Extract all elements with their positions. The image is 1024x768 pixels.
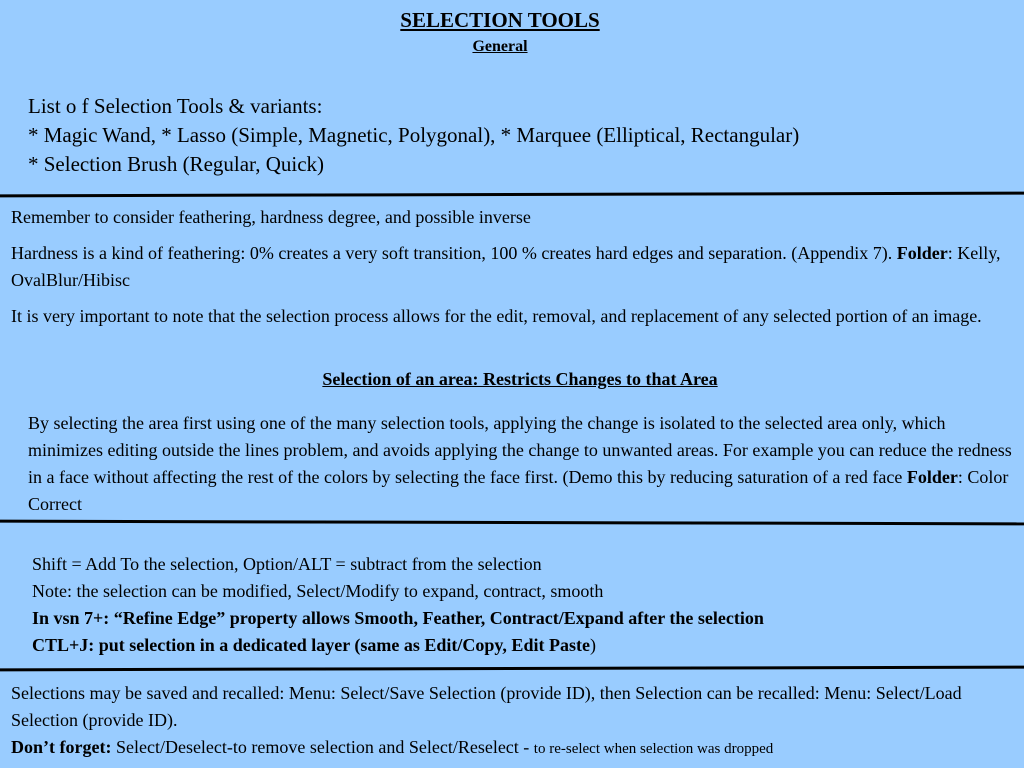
refine-edge-line: In vsn 7+: “Refine Edge” property allows Smooth, Feather, Contract/Expand after the selection [32, 608, 764, 628]
folder-path: : Color Correct [28, 467, 1009, 514]
modifier-notes [32, 551, 1022, 659]
feathering-notes [11, 204, 1011, 339]
folder-label: Folder [906, 467, 958, 487]
section-heading: Selection of an area: Restricts Changes to that Area [322, 369, 718, 389]
ctl-j-line [32, 632, 1022, 659]
divider [0, 192, 1024, 198]
dont-forget-line [11, 734, 1021, 763]
tools-list-line: * Magic Wand, * Lasso (Simple, Magnetic, Polygonal), * Marquee (Elliptical, Rectangular) [28, 123, 800, 147]
hardness-text: Hardness is a kind of feathering: 0% creates a very soft transition, 100 % creates hard edges and separation. (Appendix 7). [11, 243, 897, 263]
divider [0, 666, 1024, 672]
modifier-line: Note: the selection can be modified, Select/Modify to expand, contract, smooth [32, 581, 604, 601]
slide-title: SELECTION TOOLS [400, 8, 600, 32]
dont-forget-text: Select/Deselect-to remove selection and Select/Reselect - [111, 737, 534, 757]
ctl-j-text: CTL+J: put selection in a dedicated layer (same as Edit/Copy, Edit Paste [32, 635, 590, 655]
save-selection-line: Selections may be saved and recalled: Menu: Select/Save Selection (provide ID), then Selection can be recalled: Menu: Select/Load Selection (provide ID). [11, 683, 962, 730]
tools-list-line: * Selection Brush (Regular, Quick) [28, 152, 325, 176]
tools-list-heading: List o f Selection Tools & variants: [28, 94, 323, 118]
divider [0, 520, 1024, 526]
feathering-note: Remember to consider feathering, hardness degree, and possible inverse [11, 207, 531, 227]
folder-label: Folder [896, 243, 948, 263]
slide-subtitle: General [472, 38, 528, 55]
importance-note: It is very important to note that the selection process allows for the edit, removal, and replacement of any selected portion of an image. [11, 306, 982, 326]
modifier-line: Shift = Add To the selection, Option/ALT = subtract from the selection [32, 554, 542, 574]
dont-forget-label: Don’t forget: [11, 737, 112, 757]
area-selection-paragraph [28, 410, 1018, 518]
tools-list [28, 92, 799, 179]
area-selection-text: By selecting the area first using one of the many selection tools, applying the change is isolated to the selected area only, which minimizes editing outside the lines problem, and avoids applying the change to unwanted areas. For example you can reduce the redness in a face without affecting the rest of the colors by selecting the face first. (Demo this by reducing saturation of a red face [28, 413, 1012, 487]
hardness-note [11, 240, 1011, 294]
ctl-j-end: ) [589, 635, 596, 655]
reselect-note: to re-select when selection was dropped [533, 741, 774, 757]
save-selection-notes [11, 680, 1021, 763]
folder-path: : Kelly, OvalBlur/Hibisc [11, 243, 1001, 290]
